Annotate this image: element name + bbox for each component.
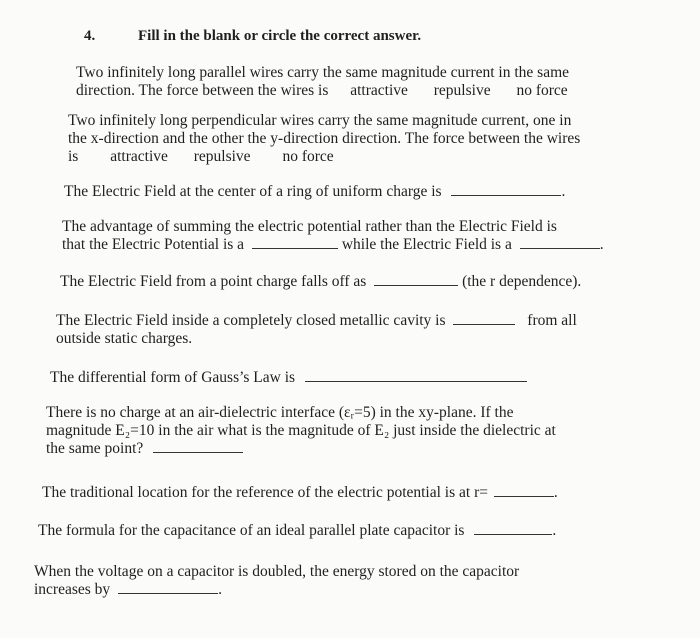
section-title: Fill in the blank or circle the correct answer. [138, 28, 422, 44]
answer-blank[interactable] [305, 369, 527, 382]
question-text-line: the x-direction and the other the y-direction direction. The force between the wires [68, 130, 581, 147]
question-text: from all [527, 312, 577, 329]
punctuation: . [552, 522, 557, 539]
question-text: direction. The force between the wires is [76, 82, 329, 99]
question-point-charge [60, 273, 581, 291]
question-text-line: The advantage of summing the electric potential rather than the Electric Field is [62, 218, 557, 235]
answer-blank[interactable] [374, 273, 458, 286]
punctuation: . [561, 183, 566, 200]
question-text: The formula for the capacitance of an ideal parallel plate capacitor is [38, 522, 465, 539]
question-number: 4. [84, 28, 96, 44]
option-no-force[interactable]: no force [282, 148, 334, 165]
question-text-line [34, 581, 644, 599]
question-text: the same point? [46, 440, 144, 457]
option-repulsive[interactable]: repulsive [433, 82, 491, 99]
question-text: The Electric Field from a point charge falls off as [60, 273, 367, 290]
question-text-line [76, 82, 636, 100]
question-text-line [46, 440, 656, 458]
option-attractive[interactable]: attractive [110, 148, 168, 165]
question-capacitor-energy [34, 563, 644, 599]
answer-blank[interactable] [494, 484, 554, 497]
question-potential-advantage [62, 218, 642, 254]
option-attractive[interactable]: attractive [350, 82, 408, 99]
question-parallel-wires [76, 64, 636, 100]
option-repulsive[interactable]: repulsive [193, 148, 251, 165]
question-text: (the r dependence). [462, 273, 582, 290]
answer-blank[interactable] [451, 183, 561, 196]
question-potential-reference [42, 484, 558, 502]
question-text: The Electric Field inside a completely closed metallic cavity is [56, 312, 446, 329]
question-text: that the Electric Potential is a [62, 236, 245, 253]
question-text-line: Two infinitely long parallel wires carry the same magnitude current in the same [76, 64, 570, 81]
answer-blank[interactable] [474, 522, 552, 535]
option-no-force[interactable]: no force [516, 82, 568, 99]
question-text: while the Electric Field is a [341, 236, 512, 253]
question-text: is [68, 148, 79, 165]
section-heading [84, 28, 421, 45]
question-text-line: Two infinitely long perpendicular wires carry the same magnitude current, one in [68, 112, 572, 129]
answer-blank[interactable] [118, 581, 218, 594]
answer-blank[interactable] [520, 236, 600, 249]
question-metallic-cavity [56, 312, 646, 348]
punctuation: . [599, 236, 604, 253]
question-ring-field [64, 183, 565, 201]
question-text: The traditional location for the reference of the electric potential is at r= [42, 484, 488, 501]
question-text-line [62, 236, 642, 254]
question-perpendicular-wires [68, 112, 648, 166]
punctuation: . [218, 581, 222, 598]
question-text-line: There is no charge at an air-dielectric interface (εᵣ=5) in the xy-plane. If the [46, 404, 514, 421]
question-text-line [68, 148, 648, 166]
question-text: The differential form of Gauss’s Law is [50, 369, 296, 386]
question-capacitance [38, 522, 556, 540]
punctuation: . [553, 484, 558, 501]
question-text-line: outside static charges. [56, 330, 193, 347]
answer-blank[interactable] [252, 236, 338, 249]
answer-blank[interactable] [453, 312, 515, 325]
answer-blank[interactable] [153, 440, 243, 453]
question-dielectric-interface [46, 404, 656, 458]
question-gauss-law [50, 369, 527, 387]
question-text: The Electric Field at the center of a ring of uniform charge is [64, 183, 442, 200]
question-text-line: magnitude E₂=10 in the air what is the magnitude of E₂ just inside the dielectric at [46, 422, 556, 439]
question-text-line [56, 312, 646, 330]
question-text: increases by [34, 581, 111, 598]
question-text-line: When the voltage on a capacitor is doubled, the energy stored on the capacitor [34, 563, 520, 580]
